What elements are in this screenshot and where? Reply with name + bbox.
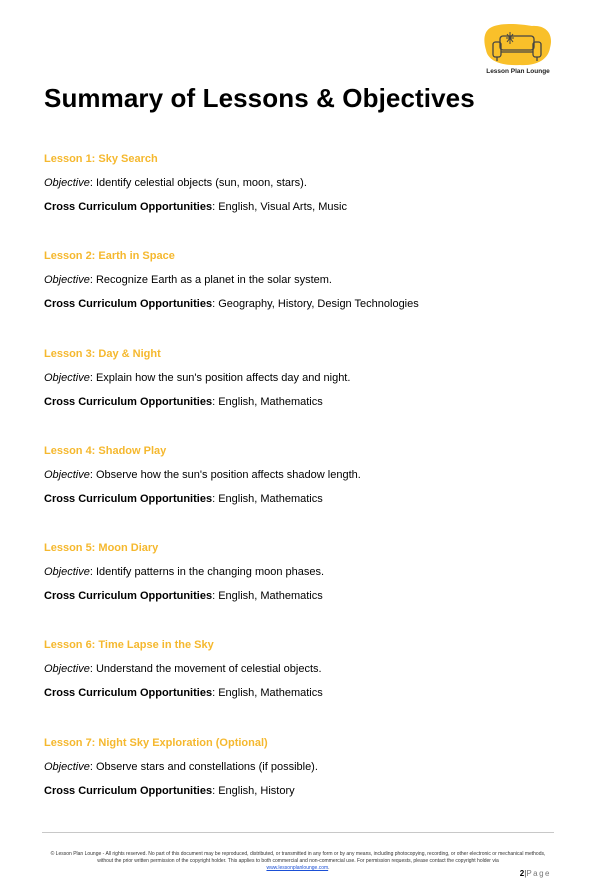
cross-curriculum-text: : English, History <box>212 784 295 797</box>
lesson-title: Lesson 6: Time Lapse in the Sky <box>44 639 214 652</box>
objective-label: Objective <box>44 177 90 189</box>
lesson-item <box>44 637 554 733</box>
lesson-item <box>44 346 554 442</box>
objective-label: Objective <box>44 371 90 384</box>
lesson-objective <box>44 564 554 580</box>
page-label: Page <box>526 869 551 878</box>
lesson-item <box>44 735 554 831</box>
lesson-cross-curriculum <box>44 588 554 604</box>
cross-curriculum-text: : English, Visual Arts, Music <box>212 201 347 213</box>
page-number-value: 2 <box>519 869 525 878</box>
lesson-item <box>44 443 554 539</box>
cross-curriculum-label: Cross Curriculum Opportunities <box>44 590 213 603</box>
objective-text: : Observe stars and constellations (if possible). <box>89 760 318 773</box>
lesson-title: Lesson 3: Day & Night <box>44 347 161 360</box>
cross-curriculum-label: Cross Curriculum Opportunities <box>44 687 213 700</box>
lesson-cross-curriculum <box>44 685 554 701</box>
logo-text: Lesson Plan Lounge <box>486 68 550 75</box>
cross-curriculum-label: Cross Curriculum Opportunities <box>44 492 213 505</box>
lesson-plan-lounge-logo <box>480 22 556 80</box>
page-number-separator: | <box>524 869 527 878</box>
sofa-icon <box>480 22 556 68</box>
lesson-item <box>44 540 554 636</box>
lesson-objective <box>44 175 554 191</box>
lesson-objective <box>44 467 554 483</box>
footer-divider <box>42 832 554 833</box>
copyright-footer <box>48 851 548 872</box>
copyright-text: © Lesson Plan Lounge - All rights reserved. No part of this document may be reproduced, distributed, or transmitted in any form or by any means, including photocopying, recording, or other electronic or mechanical methods, without the prior written permission of the copyright holder. This applies to both commercial and non-commercial use. For permission requests, please contact the copyright holder via <box>50 851 546 864</box>
lesson-item <box>44 248 554 344</box>
objective-label: Objective <box>44 468 90 481</box>
lesson-title: Lesson 4: Shadow Play <box>44 444 167 457</box>
page-title: Summary of Lessons & Objectives <box>44 83 475 113</box>
lesson-objective <box>44 661 554 677</box>
lesson-cross-curriculum <box>44 296 554 312</box>
objective-text: : Identify celestial objects (sun, moon, stars). <box>89 177 307 189</box>
lesson-objective <box>44 272 554 288</box>
objective-text: : Explain how the sun's position affects day and night. <box>89 371 351 384</box>
cross-curriculum-text: : English, Mathematics <box>212 590 323 603</box>
objective-text: : Understand the movement of celestial objects. <box>89 663 322 676</box>
cross-curriculum-label: Cross Curriculum Opportunities <box>44 298 213 311</box>
objective-text: : Recognize Earth as a planet in the solar system. <box>89 274 332 287</box>
cross-curriculum-text: : English, Mathematics <box>212 687 323 700</box>
objective-text: : Observe how the sun's position affects shadow length. <box>89 468 361 481</box>
cross-curriculum-label: Cross Curriculum Opportunities <box>44 201 213 213</box>
lesson-title: Lesson 7: Night Sky Exploration (Optional) <box>44 736 268 749</box>
lesson-title: Lesson 2: Earth in Space <box>44 250 175 263</box>
cross-curriculum-text: : English, Mathematics <box>212 492 323 505</box>
lesson-title: Lesson 1: Sky Search <box>44 153 158 165</box>
lesson-objective <box>44 370 554 386</box>
website-link[interactable]: www.lessonplanlounge.com <box>266 865 329 871</box>
cross-curriculum-label: Cross Curriculum Opportunities <box>44 784 213 797</box>
lesson-objective <box>44 759 554 775</box>
link-suffix: . <box>328 865 330 871</box>
objective-label: Objective <box>44 760 90 773</box>
lesson-cross-curriculum <box>44 491 554 507</box>
objective-label: Objective <box>44 274 90 287</box>
lesson-title: Lesson 5: Moon Diary <box>44 542 159 555</box>
cross-curriculum-text: : Geography, History, Design Technologies <box>212 298 419 311</box>
lesson-item <box>44 151 554 247</box>
objective-label: Objective <box>44 663 90 676</box>
lesson-cross-curriculum <box>44 199 554 215</box>
objective-text: : Identify patterns in the changing moon phases. <box>89 566 325 579</box>
objective-label: Objective <box>44 566 90 579</box>
page-number <box>520 869 551 878</box>
lesson-list <box>44 150 554 831</box>
lesson-cross-curriculum <box>44 394 554 410</box>
cross-curriculum-label: Cross Curriculum Opportunities <box>44 395 213 408</box>
cross-curriculum-text: : English, Mathematics <box>212 395 323 408</box>
lesson-cross-curriculum <box>44 783 554 799</box>
